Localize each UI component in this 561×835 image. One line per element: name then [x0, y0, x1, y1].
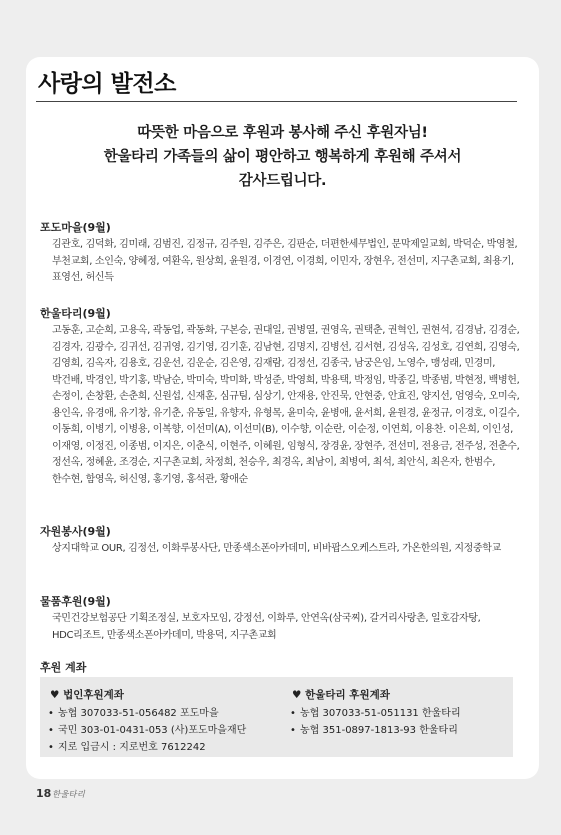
section-title-goods: 물품후원(9월)	[40, 595, 111, 608]
account-item: • 지로 입금시 : 지로번호 7612242	[50, 739, 246, 756]
section-body-volunteer: 상지대학교 OUR, 김정선, 이화루봉사단, 만종색소폰아카데미, 비바팝스오케스트라, 가온한의원, 지정중학교	[52, 543, 501, 554]
footer-logo: 한울타리	[52, 790, 85, 800]
section-body-podo: 김관호, 김덕화, 김미래, 김범진, 김정규, 김주원, 김주은, 김판순, 더편한세무법인, 문막제일교회, 박덕순, 박영철, 부천교회, 소인숙, 양혜정, 여환옥, 원상희, 윤원경, 이경연, 이경희, 이민자, 장현우, 전선미, 지구촌교회, 최용기, 표영선, 허신득	[52, 239, 518, 283]
title-divider	[36, 101, 517, 102]
headline-line: 따뜻한 마음으로 후원과 봉사해 주신 후원자님!	[137, 125, 428, 141]
accounts-box	[40, 677, 513, 757]
corporate-account-heading: ♥ 법인후원계좌	[50, 689, 124, 701]
section-title-volunteer: 자원봉사(9월)	[40, 525, 111, 538]
headline-line: 한울타리 가족들의 삶이 평안하고 행복하게 후원해 주셔서	[103, 149, 462, 165]
account-item: • 농협 307033-51-056482 포도마을	[50, 705, 246, 722]
thank-you-message	[26, 121, 539, 193]
section-title-hanultari: 한울타리(9월)	[40, 307, 111, 320]
account-item: • 농협 351-0897-1813-93 한울타리	[292, 722, 461, 739]
hanultari-account-heading: ♥ 한울타리 후원계좌	[292, 689, 390, 701]
corporate-account-column	[50, 687, 246, 756]
account-item: • 국민 303-01-0431-053 (사)포도마을재단	[50, 722, 246, 739]
page-number: 18	[36, 787, 52, 800]
section-body-hanultari: 고동훈, 고순희, 고용옥, 곽동업, 곽동화, 구본승, 권대일, 권병열, 권영옥, 권택춘, 권혁인, 권현석, 김경남, 김경순, 김경자, 김광수, 김귀선, 김귀영, 김기영, 김기훈, 김남현, 김명지, 김병선, 김서현, 김성옥, 김성호, 김연희, 김영숙, 김영희, 김옥자, 김용호, 김운선, 김운순, 김은영, 김재람, 김정선, 김종국, 남궁은임, 노영수, 맹성래, 민경미, 박건배, 박경인, 박기홍, 박남순, 박미숙, 박미화, 박성준, 박영희, 박용택, 박정임, 박종길, 박종범, 박현정, 백병헌, 손정이, 손창환, 손춘희, 신원섭, 신재훈, 심규팀, 심상기, 안재용, 안진묵, 안현중, 안효진, 양지선, 엄영숙, 오미숙, 용인옥, 유경애, 유기창, 유기춘, 유동일, 유향자, 유형목, 윤미숙, 윤병애, 윤서희, 윤원경, 윤정규, 이경호, 이길수, 이동희, 이병기, 이병용, 이복향, 이선미(A), 이선미(B), 이수향, 이순란, 이순정, 이연희, 이용찬. 이은희, 이인성, 이재영, 이정진, 이종범, 이지은, 이춘식, 이현주, 이혜원, 임형식, 장경윤, 장현주, 전선미, 전용금, 전주성, 전춘수, 정선옥, 정혜윤, 조경순, 지구촌교회, 차정희, 천승우, 최경옥, 최남이, 최병여, 최석, 최안식, 최은자, 한범수, 한수현, 함영옥, 허신영, 홍기영, 홍석관, 황애순	[52, 325, 520, 485]
section-title-podo: 포도마을(9월)	[40, 221, 111, 234]
page-title: 사랑의 발전소	[38, 71, 176, 97]
account-item: • 농협 307033-51-051131 한울타리	[292, 705, 461, 722]
content-card	[26, 57, 539, 779]
headline-line: 감사드립니다.	[238, 173, 327, 189]
section-body-goods: 국민건강보험공단 기획조정실, 보호자모임, 강정선, 이화루, 안연옥(삼국찌), 갈거리사랑촌, 일호감자탕, HDC리조트, 만종색소폰아카데미, 박용덕, 지구촌교회	[52, 613, 481, 641]
hanultari-account-column	[292, 687, 461, 739]
accounts-title: 후원 계좌	[40, 661, 87, 674]
